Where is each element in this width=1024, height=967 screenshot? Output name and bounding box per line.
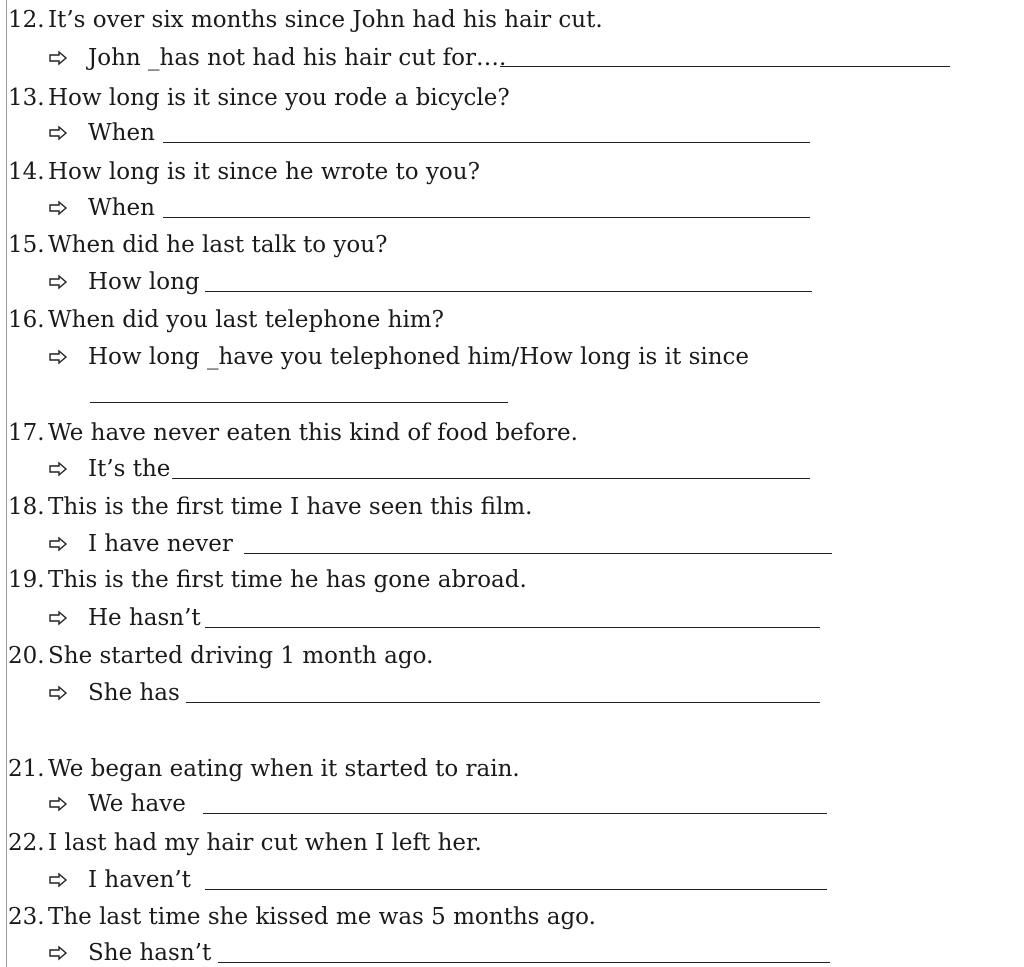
- question-15: [8, 231, 387, 259]
- question-number: 14.: [8, 159, 45, 185]
- question-text: This is the first time he has gone abroad.: [48, 567, 527, 593]
- arrow-icon: [48, 119, 88, 147]
- question-13: [8, 84, 510, 112]
- question-20: [8, 642, 433, 670]
- answer-prompt: I have never: [88, 531, 233, 557]
- answer-prompt: I haven’t: [88, 867, 191, 893]
- answer-blank-16[interactable]: [90, 402, 508, 403]
- answer-13: [48, 119, 155, 147]
- question-number: 23.: [8, 904, 45, 930]
- question-23: [8, 903, 596, 931]
- arrow-icon: [48, 939, 88, 967]
- answer-21: [48, 790, 186, 818]
- answer-prompt: How long _have you telephoned him/How long is it since: [88, 344, 750, 370]
- question-22: [8, 829, 482, 857]
- question-text: We have never eaten this kind of food before.: [48, 420, 578, 446]
- answer-prompt: John _has not had his hair cut for….: [88, 45, 507, 71]
- answer-20: [48, 679, 180, 707]
- question-number: 16.: [8, 307, 45, 333]
- question-text: How long is it since you rode a bicycle?: [48, 85, 510, 111]
- answer-blank-23[interactable]: [218, 962, 830, 963]
- page-margin-line: [6, 0, 7, 967]
- question-number: 21.: [8, 756, 45, 782]
- answer-16: [48, 343, 749, 371]
- question-17: [8, 419, 578, 447]
- question-number: 18.: [8, 494, 45, 520]
- question-number: 12.: [8, 7, 45, 33]
- answer-prompt: When: [88, 120, 155, 146]
- answer-blank-12[interactable]: [500, 66, 950, 67]
- answer-blank-18[interactable]: [244, 553, 832, 554]
- question-text: The last time she kissed me was 5 months ago.: [48, 904, 596, 930]
- answer-prompt: It’s the: [88, 456, 171, 482]
- question-text: This is the first time I have seen this film.: [48, 494, 533, 520]
- arrow-icon: [48, 604, 88, 632]
- question-19: [8, 566, 527, 594]
- question-text: When did you last telephone him?: [48, 307, 444, 333]
- answer-blank-13[interactable]: [163, 142, 810, 143]
- arrow-icon: [48, 866, 88, 894]
- arrow-icon: [48, 268, 88, 296]
- question-text: We began eating when it started to rain.: [48, 756, 520, 782]
- question-12: [8, 6, 603, 34]
- answer-blank-17[interactable]: [172, 478, 810, 479]
- question-text: I last had my hair cut when I left her.: [48, 830, 482, 856]
- answer-prompt: We have: [88, 791, 186, 817]
- question-number: 20.: [8, 643, 45, 669]
- arrow-icon: [48, 679, 88, 707]
- question-number: 13.: [8, 85, 45, 111]
- answer-blank-21[interactable]: [203, 813, 827, 814]
- arrow-icon: [48, 343, 88, 371]
- answer-12: [48, 44, 506, 72]
- answer-blank-15[interactable]: [205, 291, 812, 292]
- question-number: 19.: [8, 567, 45, 593]
- answer-prompt: When: [88, 195, 155, 221]
- answer-prompt: She hasn’t: [88, 940, 212, 966]
- answer-prompt: He hasn’t: [88, 605, 201, 631]
- question-21: [8, 755, 520, 783]
- question-text: How long is it since he wrote to you?: [48, 159, 480, 185]
- answer-23: [48, 939, 211, 967]
- answer-19: [48, 604, 201, 632]
- answer-blank-22[interactable]: [205, 889, 827, 890]
- question-14: [8, 158, 480, 186]
- answer-18: [48, 530, 233, 558]
- answer-prompt: She has: [88, 680, 180, 706]
- arrow-icon: [48, 194, 88, 222]
- question-18: [8, 493, 532, 521]
- question-text: When did he last talk to you?: [48, 232, 388, 258]
- question-text: She started driving 1 month ago.: [48, 643, 434, 669]
- answer-prompt: How long: [88, 269, 200, 295]
- answer-17: [48, 455, 170, 483]
- question-number: 17.: [8, 420, 45, 446]
- arrow-icon: [48, 44, 88, 72]
- arrow-icon: [48, 790, 88, 818]
- answer-blank-20[interactable]: [186, 702, 820, 703]
- arrow-icon: [48, 530, 88, 558]
- question-16: [8, 306, 444, 334]
- answer-22: [48, 866, 191, 894]
- answer-blank-19[interactable]: [205, 627, 820, 628]
- question-text: It’s over six months since John had his hair cut.: [48, 7, 603, 33]
- answer-15: [48, 268, 200, 296]
- question-number: 22.: [8, 830, 45, 856]
- answer-blank-14[interactable]: [163, 217, 810, 218]
- arrow-icon: [48, 455, 88, 483]
- question-number: 15.: [8, 232, 45, 258]
- answer-14: [48, 194, 155, 222]
